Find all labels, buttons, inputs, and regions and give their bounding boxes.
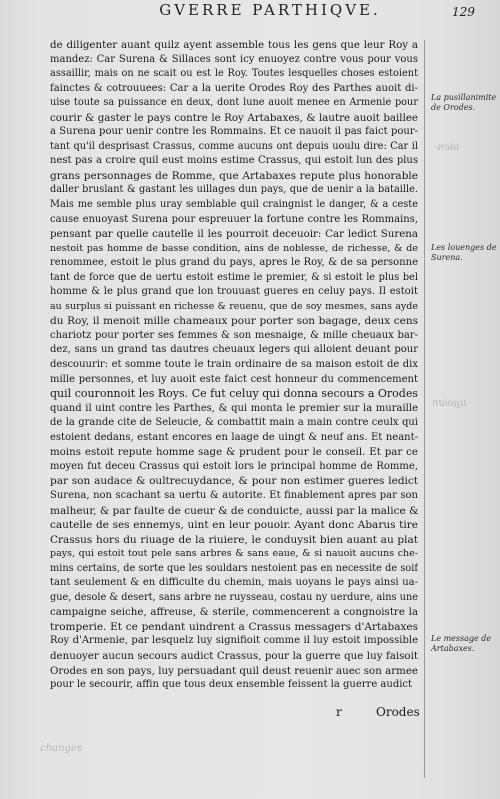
text-line: tromperie. Et ce pendant uindrent a Crassus messagers d'Artabaxes — [50, 620, 418, 633]
text-line: Mais me semble plus uray semblable quil craingnist le danger, & a ceste — [50, 199, 418, 211]
text-line: nest pas a croire quil eust moins estime Crassus, qui estoit lun des plus — [50, 155, 418, 167]
show-through-text: ugoian — [432, 398, 467, 409]
running-title: GVERRE PARTHIQVE. — [159, 1, 381, 19]
text-line: assaillir, mais on ne scait ou est le Roy. Toutes lesquelles choses estoient — [50, 68, 418, 80]
body-text — [50, 38, 418, 693]
margin-note-orodes: La pusillanimite de Orodes. — [431, 93, 497, 112]
text-line: grans personnages de Romme, que Artabaxes repute plus honorable — [50, 169, 418, 182]
text-line: fainctes & cotrouuees: Car a la uerite Orodes Roy des Parthes auoit di- — [50, 82, 418, 94]
text-line: descouurir: et somme toute le train ordinaire de sa maison estoit de dix — [50, 359, 418, 371]
text-line: tant de force que de uertu estoit estime le premier, & si estoit le plus bel — [50, 271, 418, 283]
text-line: mandez: Car Surena & Sillaces sont icy enuoyez contre vous pour vous — [50, 53, 418, 65]
text-line: moins estoit repute homme sage & prudent pour le conseil. Et par ce — [50, 446, 418, 459]
text-line: nestoit pas homme de basse condition, ains de noblesse, de richesse, & de — [50, 242, 418, 254]
text-line: tant seulement & en difficulte du chemin, mais uoyans le pays ainsi ua- — [50, 577, 418, 589]
text-line: gue, desole & desert, sans arbre ne ruysseau, costau ny uerdure, ains une — [50, 591, 418, 603]
text-line: daller bruslant & gastant les uillages dun pays, que de uenir a la bataille. — [50, 184, 418, 196]
show-through-text: uien- — [434, 142, 460, 153]
text-line: quil couronnoit les Roys. Ce fut celuy qui donna secours a Orodes — [50, 387, 418, 401]
text-line: Crassus hors du riuage de la riuiere, le conduysit bien auant au plat — [50, 533, 418, 546]
text-line: pensant par quelle cautelle il les pourroit deceuoir: Car ledict Surena — [50, 228, 418, 241]
page-number: 129 — [452, 5, 475, 19]
text-line: chariotz pour porter ses femmes & son mesnaige, & mille cheuaux bar- — [50, 329, 418, 341]
text-line: a Surena pour uenir contre les Rommains. Et ce nauoit il pas faict pour- — [50, 126, 418, 138]
text-line: courir & gaster le pays contre le Roy Artabaxes, & lautre auoit baillee — [50, 111, 418, 124]
page-foot — [50, 705, 418, 721]
text-line: uise toute sa puissance en deux, dont lune auoit menee en Armenie pour — [50, 97, 418, 109]
text-line: par son audace & oultrecuydance, & pour non estimer gueres ledict — [50, 475, 418, 488]
text-line: du Roy, il menoit mille chameaux pour porter son bagage, deux cens — [50, 315, 418, 328]
text-line: pour le secourir, affin que tous deux ensemble feissent la guerre audict — [50, 679, 413, 691]
text-line: Orodes en son pays, luy persuadant quil deust reuenir auec son armee — [50, 664, 418, 677]
margin-note-artabaxes: Le message de Artabaxes. — [431, 634, 492, 653]
text-line: quand il uint contre les Parthes, & qui monta le premier sur la muraille — [50, 402, 418, 414]
text-line: denuoyer aucun secours audict Crassus, pour la guerre que luy faisoit — [50, 649, 418, 662]
text-line: moyen fut deceu Crassus qui estoit lors le principal homme de Romme, — [50, 460, 418, 472]
text-line: au surplus si puissant en richesse & reuenu, que de soy mesmes, sans ayde — [50, 300, 418, 312]
show-through-text: changes — [40, 743, 82, 754]
text-line: Surena, non scachant sa uertu & autorite. Et finablement apres par son — [50, 489, 418, 501]
text-line: estoient dedans, estant encores en laage de uingt & neuf ans. Et neant- — [50, 431, 418, 443]
margin-note-surena: Les louenges de Surena. — [431, 243, 497, 262]
text-line: renommee, estoit le plus grand du pays, apres le Roy, & de sa personne — [50, 257, 418, 269]
signature-mark: r — [336, 705, 342, 719]
text-line: malheur, & par faulte de cueur & de conduicte, aussi par la malice & — [50, 504, 418, 517]
catchword: Orodes — [376, 705, 420, 719]
text-line: cautelle de ses ennemys, uint en leur pouoir. Ayant donc Abarus tire — [50, 519, 418, 532]
text-line: pays, qui estoit tout pele sans arbres & sans eaue, & si nauoit aucuns che- — [50, 548, 418, 560]
text-line: tant qu'il desprisast Crassus, comme aucuns ont depuis uoulu dire: Car il — [50, 140, 418, 152]
text-line: campaigne seiche, affreuse, & sterile, commencerent a congnoistre la — [50, 606, 418, 619]
text-line: de la grande cite de Seleucie, & combattit main a main contre ceulx qui — [50, 417, 418, 429]
text-line: cause enuoyast Surena pour espreuuer la fortune contre les Rommains, — [50, 213, 418, 225]
text-line: de diligenter auant quilz ayent assemble tous les gens que leur Roy a — [50, 39, 418, 51]
text-line: homme & le plus grand que lon trouuast gueres en celuy pays. Il estoit — [50, 286, 418, 298]
text-line: Roy d'Armenie, par lesquelz luy signifioit comme il luy estoit impossible — [50, 635, 418, 647]
text-line: dez, sans un grand tas dautres cheuaux legers qui alloient deuant pour — [50, 344, 418, 356]
margin-rule — [424, 40, 425, 778]
text-line: mins certains, de sorte que les souldars nestoient pas en necessite de soif — [50, 562, 418, 574]
text-line: mille personnes, et luy auoit este faict cest honneur du commencement — [50, 373, 418, 385]
